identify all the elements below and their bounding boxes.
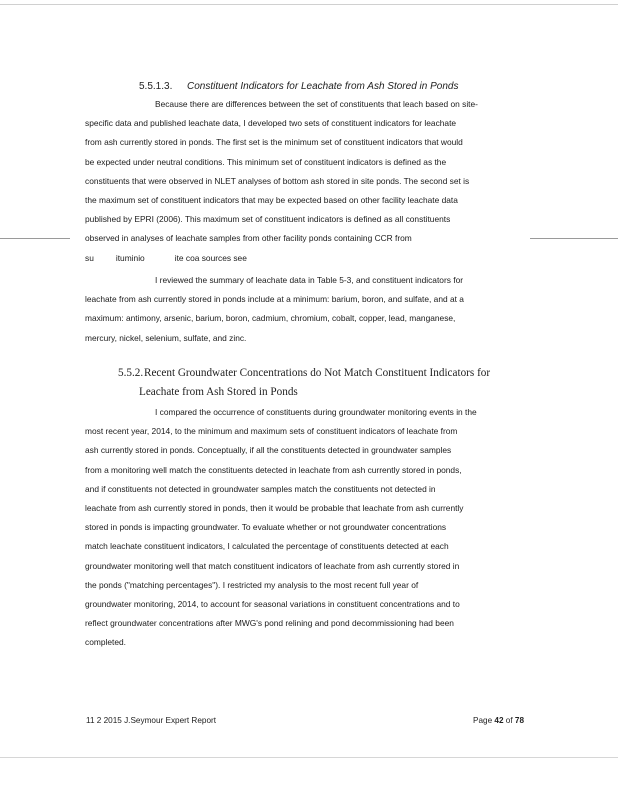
text-line: ash currently stored in ponds. Conceptually, if all the constituents detected in groundwater samples (85, 445, 452, 456)
paragraph-leachate-summary (85, 271, 531, 348)
section-title-line-1: Recent Groundwater Concentrations do Not Match Constituent Indicators for (144, 367, 491, 379)
page-of-label: of (505, 716, 513, 725)
text-line: groundwater monitoring well that match constituent indicators of leachate from ash currently stored in (85, 560, 460, 571)
text-line: reflect groundwater concentrations after MWG's pond relining and pond decommissioning had been (85, 618, 454, 629)
text-line: from ash currently stored in ponds. The first set is the minimum set of constituent indicators that would (85, 137, 463, 148)
text-line: the maximum set of constituent indicators that may be expected based on other facility leachate data (85, 195, 458, 206)
text-line: the ponds ("matching percentages"). I restricted my analysis to the most recent full year of (85, 579, 419, 590)
text-line: stored in ponds is impacting groundwater. To evaluate whether or not groundwater concentrations (85, 522, 447, 533)
text-line: observed in analyses of leachate samples from other facility ponds containing CCR from (85, 233, 412, 244)
footer-page-number (473, 716, 524, 725)
text-line: I reviewed the summary of leachate data in Table 5-3, and constituent indicators for (155, 275, 464, 285)
section-heading-5-5-1-3 (139, 77, 458, 96)
text-line: be expected under neutral conditions. This minimum set of constituent indicators is defined as the (85, 156, 447, 167)
paragraph-groundwater-comparison (85, 403, 531, 653)
page-break-line-right (530, 238, 618, 239)
page-total: 78 (514, 716, 525, 725)
section-heading-5-5-2 (118, 364, 490, 402)
text-line: and if constituents not detected in groundwater samples match the constituents not detected in (85, 483, 436, 494)
text-line: leachate from ash currently stored in ponds include at a minimum: barium, boron, and sulfate, and at a (85, 294, 464, 305)
section-title-line-2: Leachate from Ash Stored in Ponds (139, 386, 298, 398)
text-line: constituents that were observed in NLET analyses of bottom ash stored in site ponds. The second set is (85, 175, 470, 186)
text-line: match leachate constituent indicators, I calculated the percentage of constituents detected at each (85, 541, 449, 552)
text-fragment: ituminio (115, 252, 145, 263)
text-line: mercury, nickel, selenium, sulfate, and zinc. (85, 332, 247, 343)
text-fragment: su (85, 252, 94, 263)
page-label: Page (473, 716, 493, 725)
text-line: Because there are differences between the set of constituents that leach based on site- (155, 99, 478, 109)
text-line: most recent year, 2014, to the minimum and maximum sets of constituent indicators of leachate from (85, 426, 458, 437)
text-line: from a monitoring well match the constituents detected in leachate from ash currently stored in ponds, (85, 464, 462, 475)
page-break-line-left (0, 238, 70, 239)
text-line-fragmented (85, 249, 531, 268)
text-line: leachate from ash currently stored in ponds, then it would be probable that leachate from ash currently (85, 503, 464, 514)
text-line: completed. (85, 637, 126, 648)
section-title: Constituent Indicators for Leachate from Ash Stored in Ponds (187, 81, 459, 92)
text-line: published by EPRI (2006). This maximum set of constituent indicators is defined as all constituents (85, 214, 451, 225)
section-number: 5.5.1.3. (139, 81, 173, 92)
top-edge-line (0, 4, 618, 5)
bottom-edge-line (0, 757, 618, 758)
text-line: groundwater monitoring, 2014, to account for seasonal variations in constituent concentrations and to (85, 599, 460, 610)
section-number: 5.5.2. (118, 367, 144, 379)
page-current: 42 (494, 716, 504, 725)
paragraph-constituent-sets (85, 95, 531, 268)
text-line: I compared the occurrence of constituents during groundwater monitoring events in the (155, 407, 477, 417)
text-fragment: ite coa sources see (174, 252, 247, 263)
text-line: maximum: antimony, arsenic, barium, boron, cadmium, chromium, cobalt, copper, lead, manganese, (85, 313, 456, 324)
footer-report-title: 11 2 2015 J.Seymour Expert Report (86, 716, 217, 725)
text-line: specific data and published leachate data, I developed two sets of constituent indicators for leachate (85, 118, 457, 129)
